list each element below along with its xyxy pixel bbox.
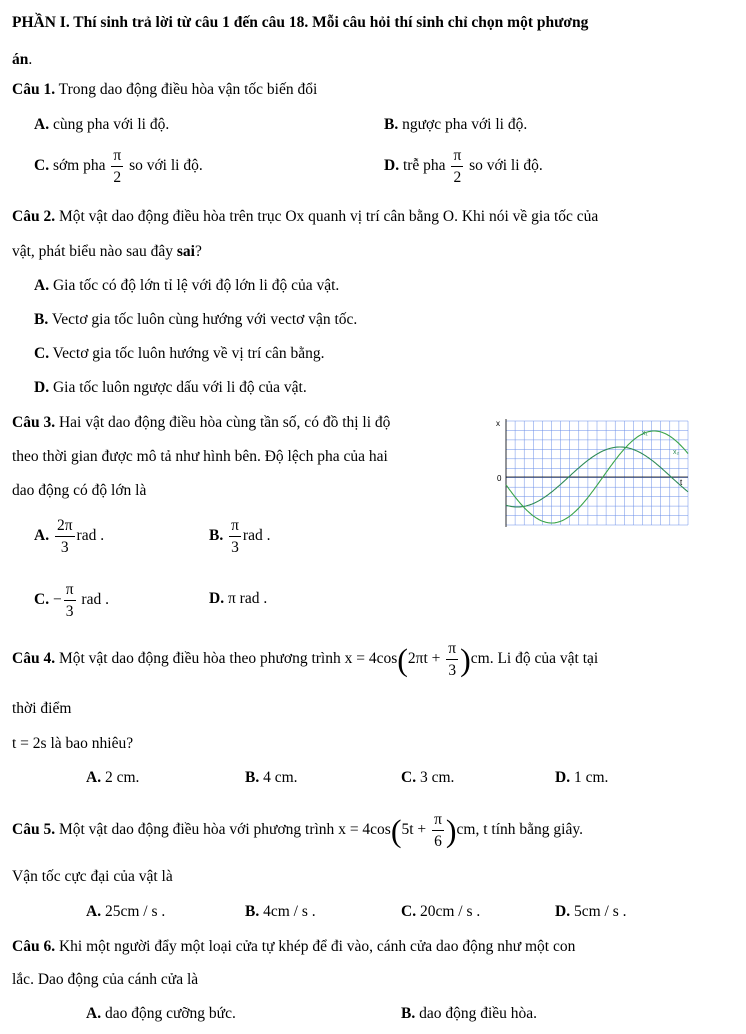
- q3-line2: theo thời gian được mô tả như hình bên. Độ lệch pha của hai: [12, 448, 388, 465]
- q5-option-a: [86, 903, 165, 921]
- q1-b-text: ngược pha với li độ.: [398, 116, 528, 133]
- q5-d-label: D.: [555, 903, 571, 920]
- q5-a-text: 25cm / s .: [101, 903, 166, 920]
- q1-option-d: [384, 148, 543, 185]
- q1-c-den: 2: [113, 168, 122, 186]
- q5-c-label: C.: [401, 903, 417, 920]
- q5-eq-lhs: x = 4cos: [338, 821, 391, 839]
- q5-equation: [338, 811, 488, 850]
- q5-option-d: [555, 903, 626, 921]
- q1-text: Trong dao động điều hòa vận tốc biến đổi: [55, 81, 318, 98]
- q1-d-pre: trễ pha: [399, 157, 450, 175]
- q2-a-label: A.: [34, 277, 50, 294]
- q1-b-label: B.: [384, 116, 399, 133]
- q5-text-pre: Một vật dao động điều hòa với phương trình: [55, 821, 339, 839]
- q5-a-label: A.: [86, 903, 102, 920]
- part-heading-dot: .: [28, 51, 33, 68]
- q3-graph-origin-label: 0: [497, 474, 502, 483]
- q5-line2: Vận tốc cực đại của vật là: [12, 868, 173, 885]
- q4-option-b: [245, 769, 298, 787]
- q3-option-b: [209, 518, 270, 555]
- q5-eq-num: π: [432, 812, 444, 831]
- part-heading-line1: PHẦN I. Thí sinh trả lời từ câu 1 đến câu 18. Mỗi câu hỏi thí sinh chỉ chọn một phương: [12, 14, 589, 31]
- q4-equation: [344, 640, 490, 679]
- q6-line2: lắc. Dao động của cánh cửa là: [12, 971, 199, 988]
- q5-d-text: 5cm / s .: [570, 903, 627, 920]
- q3-b-den: 3: [231, 538, 239, 556]
- q4-eq-num: π: [446, 641, 458, 660]
- part-heading-word: án: [12, 51, 29, 68]
- q1-c-fraction: [111, 148, 123, 185]
- q5-eq-den: 6: [434, 832, 442, 850]
- q3-a-label: A.: [34, 527, 50, 545]
- q1-option-b: [384, 116, 527, 134]
- q5-eq-inner: 5t +: [401, 821, 431, 839]
- q3-c-fraction: [64, 582, 76, 619]
- q2-option-b: [34, 311, 357, 329]
- q4-text-pre: Một vật dao động điều hòa theo phương trình: [55, 650, 345, 668]
- q4-eq-inner: 2πt +: [407, 650, 445, 668]
- q6-option-a: [86, 1005, 236, 1023]
- q5-paren-close: ): [445, 812, 457, 849]
- q2-d-text: Gia tốc luôn ngược dấu với li độ của vật.: [49, 379, 307, 396]
- q2-b-text: Vectơ gia tốc luôn cùng hướng với vectơ vận tốc.: [48, 311, 358, 328]
- q2-c-text: Vectơ gia tốc luôn hướng về vị trí cân bằng.: [49, 345, 325, 362]
- q4-option-c: [401, 769, 454, 787]
- q3-b-fraction: [229, 518, 241, 555]
- q3-graph-x-label: x: [496, 419, 500, 428]
- q2-stem-line1: [12, 208, 598, 226]
- q4-text-post: . Li độ của vật tại: [489, 650, 599, 668]
- q3-c-num: π: [64, 582, 76, 601]
- q4-a-text: 2 cm.: [101, 769, 140, 786]
- part-heading-line2: [12, 51, 32, 69]
- q3-graph-x1-label: x₁: [642, 430, 648, 437]
- q3-b-label: B.: [209, 527, 224, 545]
- q1-c-post: so với li độ.: [125, 157, 203, 175]
- q4-paren-open: (: [397, 641, 408, 678]
- q1-option-a: [34, 116, 169, 134]
- q6-b-text: dao động điều hòa.: [415, 1005, 538, 1022]
- q6-stem-line1: [12, 938, 575, 956]
- q4-stem-line1: [12, 641, 598, 678]
- q4-c-label: C.: [401, 769, 417, 786]
- q3-a-fraction: [55, 518, 75, 555]
- q1-d-den: 2: [453, 168, 462, 186]
- q3-line1: Hai vật dao động điều hòa cùng tần số, có đồ thị li độ: [55, 414, 391, 431]
- q5-label: Câu 5.: [12, 821, 56, 839]
- q1-a-text: cùng pha với li độ.: [49, 116, 170, 133]
- q2-option-a: [34, 277, 339, 295]
- q5-b-text: 4cm / s .: [259, 903, 316, 920]
- q3-c-minus: −: [52, 591, 62, 609]
- q4-c-text: 3 cm.: [416, 769, 455, 786]
- q6-line1: Khi một người đẩy một loại cửa tự khép để đi vào, cánh cửa dao động như một con: [55, 938, 576, 955]
- q1-d-label: D.: [384, 157, 400, 175]
- q6-a-text: dao động cưỡng bức.: [101, 1005, 236, 1022]
- q5-paren-open: (: [390, 812, 402, 849]
- q1-c-label: C.: [34, 157, 50, 175]
- q1-c-pre: sớm pha: [49, 157, 110, 175]
- q2-option-c: [34, 345, 325, 363]
- q4-line2: thời điểm: [12, 700, 72, 717]
- q1-a-label: A.: [34, 116, 50, 133]
- q4-label: Câu 4.: [12, 650, 56, 668]
- q3-stem-line1: [12, 414, 390, 432]
- q5-stem-line1: [12, 812, 583, 849]
- q4-a-label: A.: [86, 769, 102, 786]
- q5-c-text: 20cm / s .: [416, 903, 481, 920]
- q6-a-label: A.: [86, 1005, 102, 1022]
- q3-c-unit: rad .: [77, 591, 109, 609]
- q1-label: Câu 1.: [12, 81, 56, 98]
- q3-graph-x2-label: x₂: [673, 449, 680, 456]
- q1-d-fraction: [451, 148, 463, 185]
- q2-stem-line2: [12, 243, 202, 261]
- q2-line2-post: ?: [194, 243, 202, 260]
- q3-graph: [494, 417, 692, 529]
- q1-option-c: [34, 148, 203, 185]
- q3-d-text: π rad .: [224, 590, 268, 607]
- q4-eq-unit: cm: [470, 650, 490, 668]
- q4-eq-lhs: x = 4cos: [344, 650, 398, 668]
- q2-a-text: Gia tốc có độ lớn tỉ lệ với độ lớn li độ của vật.: [49, 277, 340, 294]
- q3-graph-grid: [506, 421, 688, 525]
- q5-option-b: [245, 903, 316, 921]
- q4-line3: t = 2s là bao nhiêu?: [12, 735, 134, 752]
- q3-graph-t-label: t: [680, 478, 683, 487]
- q3-option-c: [34, 582, 109, 619]
- q1-stem: [12, 81, 317, 99]
- q1-d-post: so với li độ.: [465, 157, 543, 175]
- q6-option-b: [401, 1005, 537, 1023]
- q2-line2-bold: sai: [176, 243, 195, 260]
- q3-c-den: 3: [65, 602, 74, 620]
- q3-a-den: 3: [60, 538, 69, 556]
- q6-label: Câu 6.: [12, 938, 56, 955]
- q3-b-unit: rad .: [242, 527, 271, 545]
- q4-option-a: [86, 769, 139, 787]
- q3-c-label: C.: [34, 591, 50, 609]
- q3-option-d: [209, 590, 267, 608]
- q2-label: Câu 2.: [12, 208, 56, 225]
- q1-c-num: π: [111, 148, 123, 167]
- q6-b-label: B.: [401, 1005, 416, 1022]
- q5-text-post: tính bằng giây.: [487, 821, 583, 839]
- q5-b-label: B.: [245, 903, 260, 920]
- q3-a-num: 2π: [55, 518, 75, 537]
- q5-option-c: [401, 903, 480, 921]
- q4-b-label: B.: [245, 769, 260, 786]
- q1-d-num: π: [451, 148, 463, 167]
- q5-eq-unit: cm, t: [456, 821, 488, 839]
- q3-line3: dao động có độ lớn là: [12, 482, 147, 499]
- q4-b-text: 4 cm.: [259, 769, 298, 786]
- q2-line1: Một vật dao động điều hòa trên trục Ox quanh vị trí cân bằng O. Khi nói về gia tốc của: [55, 208, 599, 225]
- q3-d-label: D.: [209, 590, 225, 607]
- q2-c-label: C.: [34, 345, 50, 362]
- q4-eq-fraction: [446, 641, 458, 678]
- q5-eq-fraction: [432, 812, 444, 849]
- q2-line2-pre: vật, phát biểu nào sau đây: [12, 243, 177, 260]
- q4-option-d: [555, 769, 608, 787]
- q2-b-label: B.: [34, 311, 49, 328]
- q3-option-a: [34, 518, 104, 555]
- q4-d-text: 1 cm.: [570, 769, 609, 786]
- q4-eq-den: 3: [448, 661, 457, 679]
- q4-d-label: D.: [555, 769, 571, 786]
- q2-option-d: [34, 379, 307, 397]
- q4-paren-close: ): [460, 641, 471, 678]
- q3-label: Câu 3.: [12, 414, 56, 431]
- q2-d-label: D.: [34, 379, 50, 396]
- q3-a-unit: rad .: [76, 527, 105, 545]
- q3-b-num: π: [229, 518, 241, 537]
